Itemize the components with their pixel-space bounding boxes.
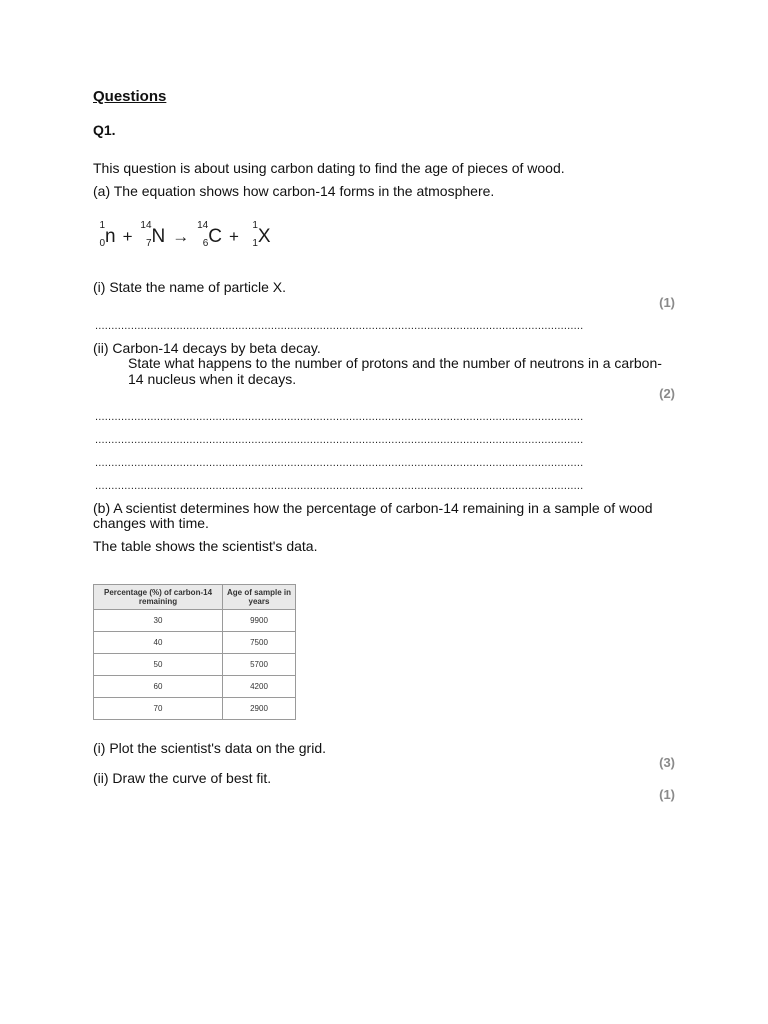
carbon-atomic-number: 6 [202, 238, 209, 249]
table-cell-percentage: 60 [94, 676, 223, 698]
part-a-ii-text: (ii) Carbon-14 decays by beta decay. [93, 340, 321, 356]
particle-x-mass-number: 1 [252, 220, 258, 231]
particle-x-atomic-number: 1 [252, 238, 258, 249]
table-row [94, 610, 296, 632]
nitrogen-atomic-number: 7 [145, 238, 152, 249]
answer-line[interactable]: ...................................................................................................................................................... [95, 434, 584, 446]
part-b-line2: changes with time. [93, 515, 209, 531]
part-b-line1: (b) A scientist determines how the percentage of carbon-14 remaining in a sample of wood [93, 500, 653, 516]
marks-b-ii: (1) [659, 787, 675, 802]
marks-b-i: (3) [659, 755, 675, 770]
table-cell-age: 5700 [223, 654, 296, 676]
nitrogen-symbol: N [151, 226, 166, 247]
table-row [94, 632, 296, 654]
carbon-nuclide [196, 220, 222, 249]
question-intro: This question is about using carbon dating to find the age of pieces of wood. [93, 160, 565, 176]
marks-a-i: (1) [659, 295, 675, 310]
page-heading: Questions [93, 88, 167, 105]
table-cell-percentage: 50 [94, 654, 223, 676]
answer-line[interactable]: ...................................................................................................................................................... [95, 457, 584, 469]
arrow-icon: → [172, 227, 190, 246]
data-table-wrapper [93, 584, 296, 720]
carbon-data-table [93, 584, 296, 720]
neutron-nuclide [93, 220, 116, 249]
question-number: Q1. [93, 122, 116, 138]
table-cell-percentage: 40 [94, 632, 223, 654]
part-b-ii-text: (ii) Draw the curve of best fit. [93, 770, 272, 786]
answer-line[interactable]: ...................................................................................................................................................... [95, 320, 584, 332]
particle-x-nuclide [246, 220, 271, 249]
nitrogen-nuclide [140, 220, 166, 249]
table-row [94, 676, 296, 698]
part-a-ii-line2: 14 nucleus when it decays. [128, 371, 297, 387]
neutron-symbol: n [105, 226, 116, 247]
table-row [94, 698, 296, 720]
table-header-age: Age of sample in years [223, 585, 296, 610]
table-cell-percentage: 70 [94, 698, 223, 720]
plus-sign: + [122, 227, 133, 246]
carbon-mass-number: 14 [197, 220, 209, 231]
table-header-percentage: Percentage (%) of carbon-14 remaining [94, 585, 223, 610]
answer-line[interactable]: ...................................................................................................................................................... [95, 480, 584, 492]
table-cell-age: 7500 [223, 632, 296, 654]
plus-sign: + [228, 227, 239, 246]
table-cell-age: 4200 [223, 676, 296, 698]
table-cell-age: 9900 [223, 610, 296, 632]
part-a-text: (a) The equation shows how carbon-14 forms in the atmosphere. [93, 183, 495, 199]
table-intro: The table shows the scientist's data. [93, 538, 318, 554]
answer-line[interactable]: ...................................................................................................................................................... [95, 411, 584, 423]
marks-a-ii: (2) [659, 386, 675, 401]
nitrogen-mass-number: 14 [140, 220, 152, 231]
neutron-mass-number: 1 [99, 220, 105, 231]
table-row [94, 654, 296, 676]
particle-x-symbol: X [257, 226, 271, 247]
table-cell-age: 2900 [223, 698, 296, 720]
neutron-atomic-number: 0 [99, 238, 105, 249]
carbon-symbol: C [208, 226, 222, 247]
part-b-i-text: (i) Plot the scientist's data on the grid. [93, 740, 327, 756]
part-a-i-text: (i) State the name of particle X. [93, 279, 286, 295]
nuclear-equation [93, 220, 271, 249]
part-a-ii-line1: State what happens to the number of protons and the number of neutrons in a carbon- [128, 355, 662, 371]
table-cell-percentage: 30 [94, 610, 223, 632]
